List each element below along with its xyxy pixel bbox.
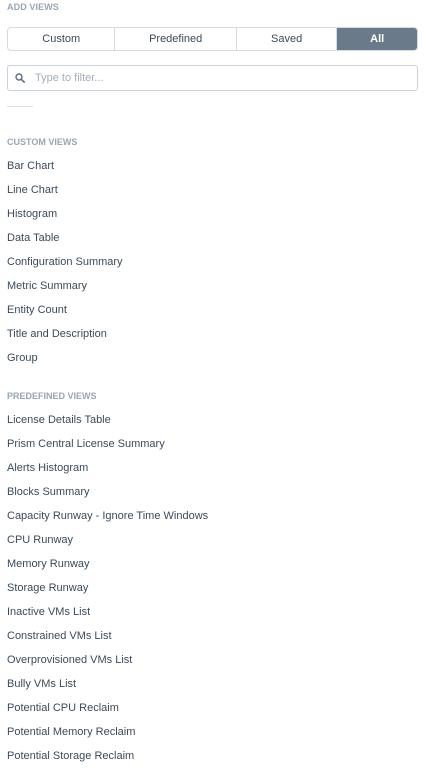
list-item-line-chart[interactable]: Line Chart <box>7 184 58 196</box>
predefined-views-list <box>7 408 208 768</box>
list-item-title-and-description[interactable]: Title and Description <box>7 328 107 340</box>
list-item-cpu-runway[interactable]: CPU Runway <box>7 534 74 546</box>
list-item-storage-runway[interactable]: Storage Runway <box>7 582 89 594</box>
tab-saved[interactable]: Saved <box>237 28 338 50</box>
list-item-group[interactable]: Group <box>7 352 38 364</box>
filter-input[interactable] <box>33 71 397 85</box>
search-icon <box>15 73 25 83</box>
divider <box>7 106 33 107</box>
custom-views-heading: CUSTOM VIEWS <box>7 137 78 147</box>
filter-box <box>7 65 418 91</box>
tab-custom[interactable]: Custom <box>8 28 115 50</box>
list-item-alerts-histogram[interactable]: Alerts Histogram <box>7 462 89 474</box>
tab-all[interactable]: All <box>337 28 417 50</box>
panel-title: ADD VIEWS <box>7 2 59 12</box>
list-item-bully-vms-list[interactable]: Bully VMs List <box>7 678 77 690</box>
list-item-license-details-table[interactable]: License Details Table <box>7 414 111 426</box>
list-item-data-table[interactable]: Data Table <box>7 232 60 244</box>
list-item-configuration-summary[interactable]: Configuration Summary <box>7 256 123 268</box>
list-item-overprovisioned-vms-list[interactable]: Overprovisioned VMs List <box>7 654 133 666</box>
list-item-inactive-vms-list[interactable]: Inactive VMs List <box>7 606 91 618</box>
predefined-views-heading: PREDEFINED VIEWS <box>7 391 97 401</box>
custom-views-list <box>7 154 123 370</box>
list-item-potential-memory-reclaim[interactable]: Potential Memory Reclaim <box>7 726 136 738</box>
list-item-blocks-summary[interactable]: Blocks Summary <box>7 486 90 498</box>
list-item-entity-count[interactable]: Entity Count <box>7 304 67 316</box>
list-item-capacity-runway[interactable]: Capacity Runway - Ignore Time Windows <box>7 510 209 522</box>
list-item-metric-summary[interactable]: Metric Summary <box>7 280 88 292</box>
list-item-bar-chart[interactable]: Bar Chart <box>7 160 55 172</box>
tab-predefined[interactable]: Predefined <box>115 28 236 50</box>
list-item-potential-storage-reclaim[interactable]: Potential Storage Reclaim <box>7 750 135 762</box>
view-filter-tabs <box>7 27 418 51</box>
list-item-memory-runway[interactable]: Memory Runway <box>7 558 90 570</box>
list-item-histogram[interactable]: Histogram <box>7 208 58 220</box>
list-item-potential-cpu-reclaim[interactable]: Potential CPU Reclaim <box>7 702 119 714</box>
list-item-constrained-vms-list[interactable]: Constrained VMs List <box>7 630 112 642</box>
list-item-prism-central-license-summary[interactable]: Prism Central License Summary <box>7 438 165 450</box>
